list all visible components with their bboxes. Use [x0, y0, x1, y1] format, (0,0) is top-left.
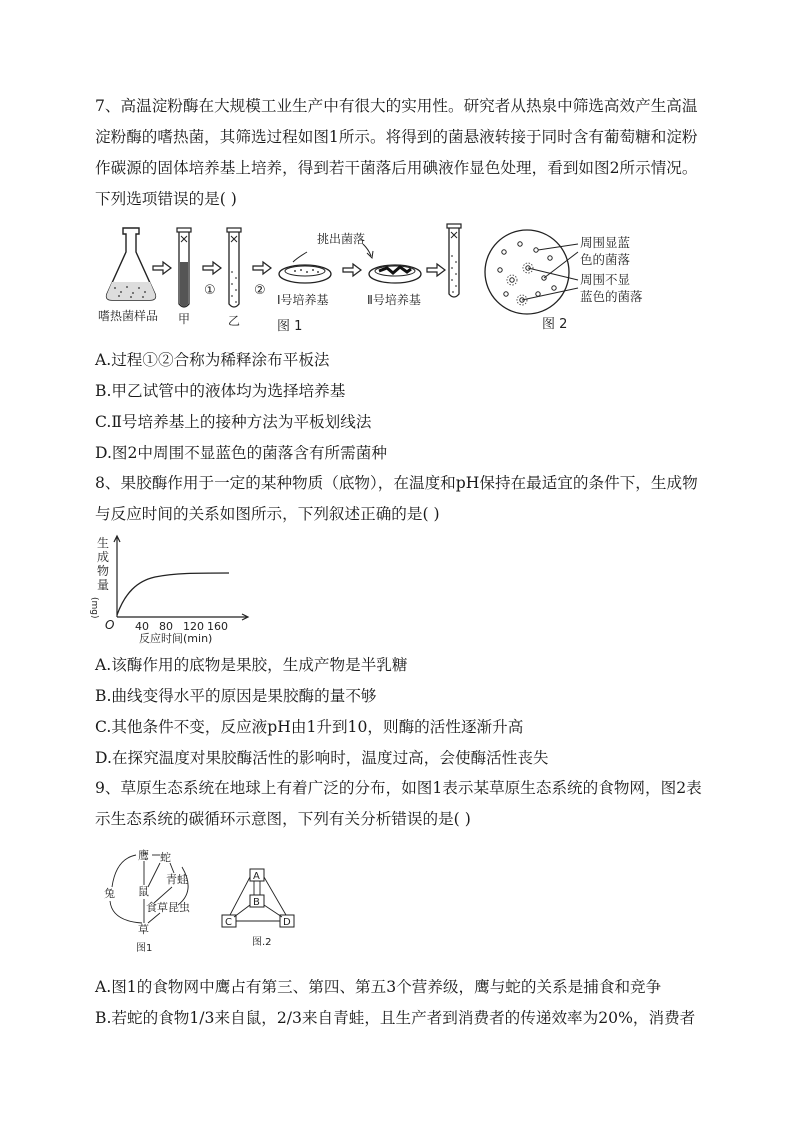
origin-label: O: [105, 618, 115, 632]
test-tube-jia: [177, 228, 191, 307]
y-label-unit: (mg): [89, 597, 99, 619]
q9-food-web: [98, 845, 200, 957]
q8-option-d[interactable]: D.在探究温度对果胶酶活性的影响时，温度过高，会使酶活性丧失: [95, 749, 549, 767]
q8-option-b[interactable]: B.曲线变得水平的原因是果胶酶的量不够: [95, 687, 377, 705]
frog-label: 青蛙: [166, 873, 188, 886]
node-a: A: [253, 871, 260, 882]
test-tube-yi: [227, 228, 241, 307]
step-1-label: ①: [204, 283, 216, 298]
rabbit-label: 兔: [104, 887, 115, 900]
q8-stem: 8、果胶酶作用于一定的某种物质（底物），在温度和pH保持在最适宜的条件下，生成物与反应时间的关系如图所示，下列叙述正确的是( ): [95, 474, 698, 523]
pick-colony-label: 挑出菌落: [317, 232, 366, 246]
figure-1-caption: 图 1: [277, 319, 303, 334]
node-b: B: [253, 897, 260, 908]
figure-2-caption: 图 2: [542, 317, 568, 332]
node-c: C: [225, 917, 232, 928]
no-blue-colony-label-2: 蓝色的菌落: [580, 289, 643, 304]
petri-dish-1: [279, 265, 331, 283]
tube-jia-label: 甲: [178, 312, 191, 326]
x-axis-label: 反应时间(min): [139, 632, 213, 645]
q8-option-c[interactable]: C.其他条件不变，反应液pH由1升到10，则酶的活性逐渐升高: [95, 718, 524, 736]
q7-option-c[interactable]: C.Ⅱ号培养基上的接种方法为平板划线法: [95, 413, 372, 431]
eagle-label: 鹰: [138, 849, 149, 862]
y-label-2: 成: [97, 550, 110, 564]
y-label-1: 生: [97, 536, 110, 550]
flask-icon: [107, 228, 156, 300]
q8-option-a[interactable]: A.该酶作用的底物是果胶，生成产物是半乳糖: [95, 656, 408, 674]
medium-1-label: Ⅰ号培养基: [277, 293, 329, 307]
insect-label: 食草昆虫: [146, 901, 190, 914]
q7-stem: 7、高温淀粉酶在大规模工业生产中有很大的实用性。研究者从热泉中筛选高效产生高温淀粉酶的嗜热菌，其筛选过程如图1所示。将得到的菌悬液转接于同时含有葡萄糖和淀粉作碳源的固体培养基上培养，得到若干菌落后用碘液作显色处理，看到如图2所示情况。下列选项错误的是( ): [95, 97, 698, 208]
x-tick-label: 80: [159, 620, 173, 633]
food-web-caption: 图1: [136, 943, 153, 954]
step-2-label: ②: [254, 283, 266, 298]
y-label-3: 物: [97, 564, 110, 578]
test-tube-final: [447, 224, 461, 297]
snake-label: 蛇: [160, 851, 171, 864]
tube-yi-label: 乙: [228, 314, 241, 328]
q9-option-a[interactable]: A.图1的食物网中鹰占有第三、第四、第五3个营养级，鹰与蛇的关系是捕食和竞争: [95, 978, 662, 996]
q7-option-b[interactable]: B.甲乙试管中的液体均为选择培养基: [95, 382, 346, 400]
sample-label: 嗜热菌样品: [98, 309, 159, 323]
petri-dish-2: [369, 265, 421, 283]
grass-label: 草: [138, 923, 149, 936]
medium-2-label: Ⅱ号培养基: [367, 293, 421, 307]
q7-figure-1: [95, 222, 475, 337]
x-tick-label: 40: [135, 620, 149, 633]
q8-graph: [89, 533, 255, 645]
q7-option-d[interactable]: D.图2中周围不显蓝色的菌落含有所需菌种: [95, 444, 387, 462]
carbon-cycle-caption: 图.2: [252, 937, 272, 948]
q7-figure-2: [482, 228, 672, 338]
mouse-label: 鼠: [138, 885, 149, 898]
blue-colony-label-1: 周围显蓝: [580, 235, 631, 250]
q9-carbon-cycle: [218, 865, 308, 951]
no-blue-colony-label-1: 周围不显: [580, 272, 631, 287]
y-label-4: 量: [97, 578, 110, 592]
q9-stem: 9、草原生态系统在地球上有着广泛的分布，如图1表示某草原生态系统的食物网，图2表示生态系统的碳循环示意图，下列有关分析错误的是( ): [95, 779, 702, 828]
node-d: D: [283, 917, 291, 928]
x-tick-label: 160: [207, 620, 228, 633]
q9-option-b[interactable]: B.若蛇的食物1/3来自鼠，2/3来自青蛙，且生产者到消费者的传递效率为20%，消费者: [95, 1009, 696, 1027]
x-tick-label: 120: [183, 620, 204, 633]
q7-option-a[interactable]: A.过程①②合称为稀释涂布平板法: [95, 351, 330, 369]
blue-colony-label-2: 色的菌落: [580, 252, 631, 267]
